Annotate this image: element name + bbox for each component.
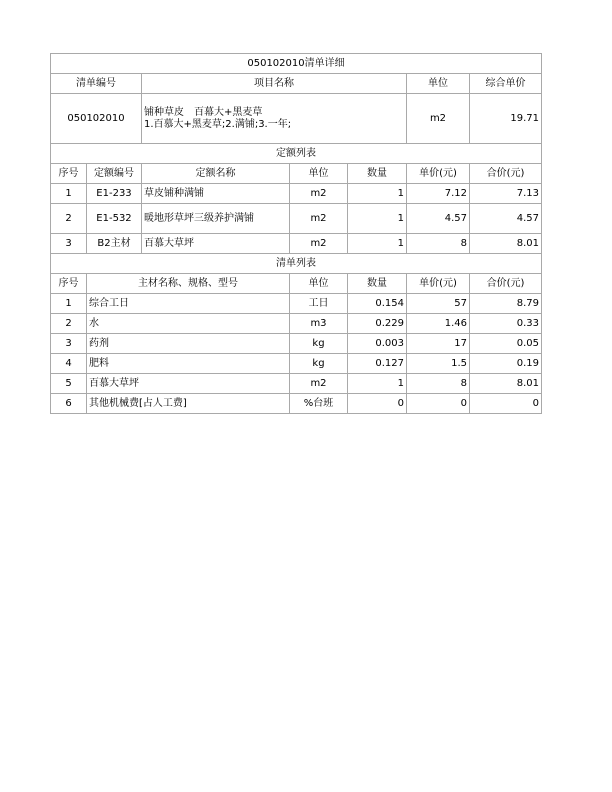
- materials-price: 57: [407, 294, 470, 314]
- materials-unit: kg: [290, 354, 348, 374]
- header-price: 综合单价: [470, 74, 542, 94]
- quota-total: 7.13: [470, 184, 542, 204]
- quota-col-code: 定额编号: [87, 164, 142, 184]
- materials-no: 5: [51, 374, 87, 394]
- quota-section-row: [51, 144, 542, 164]
- materials-name: 综合工日: [87, 294, 290, 314]
- materials-price: 17: [407, 334, 470, 354]
- materials-qty: 0.154: [348, 294, 407, 314]
- materials-row: [51, 374, 542, 394]
- quota-col-no: 序号: [51, 164, 87, 184]
- materials-unit: m2: [290, 374, 348, 394]
- materials-no: 2: [51, 314, 87, 334]
- materials-price: 1.5: [407, 354, 470, 374]
- materials-total: 8.79: [470, 294, 542, 314]
- item-code: 050102010: [51, 94, 142, 144]
- materials-name: 百慕大草坪: [87, 374, 290, 394]
- materials-col-name: 主材名称、规格、型号: [87, 274, 290, 294]
- quota-col-unit: 单位: [290, 164, 348, 184]
- quota-col-qty: 数量: [348, 164, 407, 184]
- quota-no: 2: [51, 204, 87, 234]
- materials-row: [51, 354, 542, 374]
- header-name: 项目名称: [142, 74, 407, 94]
- quota-header-row: [51, 164, 542, 184]
- quota-unit: m2: [290, 184, 348, 204]
- materials-price: 0: [407, 394, 470, 414]
- materials-total: 0.33: [470, 314, 542, 334]
- materials-name: 肥料: [87, 354, 290, 374]
- materials-row: [51, 394, 542, 414]
- quota-row: [51, 234, 542, 254]
- quota-qty: 1: [348, 234, 407, 254]
- materials-total: 0.19: [470, 354, 542, 374]
- materials-name: 水: [87, 314, 290, 334]
- quota-section-title: 定额列表: [51, 144, 542, 164]
- materials-total: 0: [470, 394, 542, 414]
- materials-price: 8: [407, 374, 470, 394]
- header-unit: 单位: [407, 74, 470, 94]
- materials-qty: 0: [348, 394, 407, 414]
- materials-unit: kg: [290, 334, 348, 354]
- materials-total: 0.05: [470, 334, 542, 354]
- quota-qty: 1: [348, 184, 407, 204]
- materials-col-total: 合价(元): [470, 274, 542, 294]
- quota-price: 7.12: [407, 184, 470, 204]
- title-row: [51, 54, 542, 74]
- quota-no: 3: [51, 234, 87, 254]
- materials-price: 1.46: [407, 314, 470, 334]
- item-unit: m2: [407, 94, 470, 144]
- materials-col-qty: 数量: [348, 274, 407, 294]
- quota-row: [51, 184, 542, 204]
- quota-row: [51, 204, 542, 234]
- materials-header-row: [51, 274, 542, 294]
- materials-qty: 1: [348, 374, 407, 394]
- materials-section-row: [51, 254, 542, 274]
- page-title: 050102010清单详细: [51, 54, 542, 74]
- quota-price: 8: [407, 234, 470, 254]
- materials-row: [51, 314, 542, 334]
- materials-no: 4: [51, 354, 87, 374]
- materials-unit: m3: [290, 314, 348, 334]
- quota-total: 4.57: [470, 204, 542, 234]
- quota-code: E1-532: [87, 204, 142, 234]
- quota-name: 草皮铺种满铺: [142, 184, 290, 204]
- materials-qty: 0.127: [348, 354, 407, 374]
- quota-code: B2主材: [87, 234, 142, 254]
- materials-no: 3: [51, 334, 87, 354]
- materials-name: 药剂: [87, 334, 290, 354]
- quota-col-name: 定额名称: [142, 164, 290, 184]
- materials-col-unit: 单位: [290, 274, 348, 294]
- materials-unit: %台班: [290, 394, 348, 414]
- materials-total: 8.01: [470, 374, 542, 394]
- materials-no: 6: [51, 394, 87, 414]
- materials-unit: 工日: [290, 294, 348, 314]
- quota-name: 暖地形草坪三级养护满铺: [142, 204, 290, 234]
- item-name-line2: 1.百慕大+黑麦草;2.满铺;3.一年;: [144, 118, 292, 130]
- item-row: [51, 94, 542, 144]
- quota-total: 8.01: [470, 234, 542, 254]
- quota-unit: m2: [290, 204, 348, 234]
- quota-col-total: 合价(元): [470, 164, 542, 184]
- bill-detail-table: [50, 53, 542, 414]
- materials-section-title: 清单列表: [51, 254, 542, 274]
- quota-price: 4.57: [407, 204, 470, 234]
- item-price: 19.71: [470, 94, 542, 144]
- quota-code: E1-233: [87, 184, 142, 204]
- quota-name: 百慕大草坪: [142, 234, 290, 254]
- item-name-line1: 铺种草皮 百幕大+黑麦草: [144, 106, 263, 118]
- materials-qty: 0.003: [348, 334, 407, 354]
- materials-col-price: 单价(元): [407, 274, 470, 294]
- quota-no: 1: [51, 184, 87, 204]
- materials-qty: 0.229: [348, 314, 407, 334]
- materials-no: 1: [51, 294, 87, 314]
- materials-name: 其他机械费[占人工费]: [87, 394, 290, 414]
- header-code: 清单编号: [51, 74, 142, 94]
- quota-col-price: 单价(元): [407, 164, 470, 184]
- quota-unit: m2: [290, 234, 348, 254]
- materials-col-no: 序号: [51, 274, 87, 294]
- item-header-row: [51, 74, 542, 94]
- item-name: [142, 94, 407, 144]
- materials-row: [51, 334, 542, 354]
- quota-qty: 1: [348, 204, 407, 234]
- materials-row: [51, 294, 542, 314]
